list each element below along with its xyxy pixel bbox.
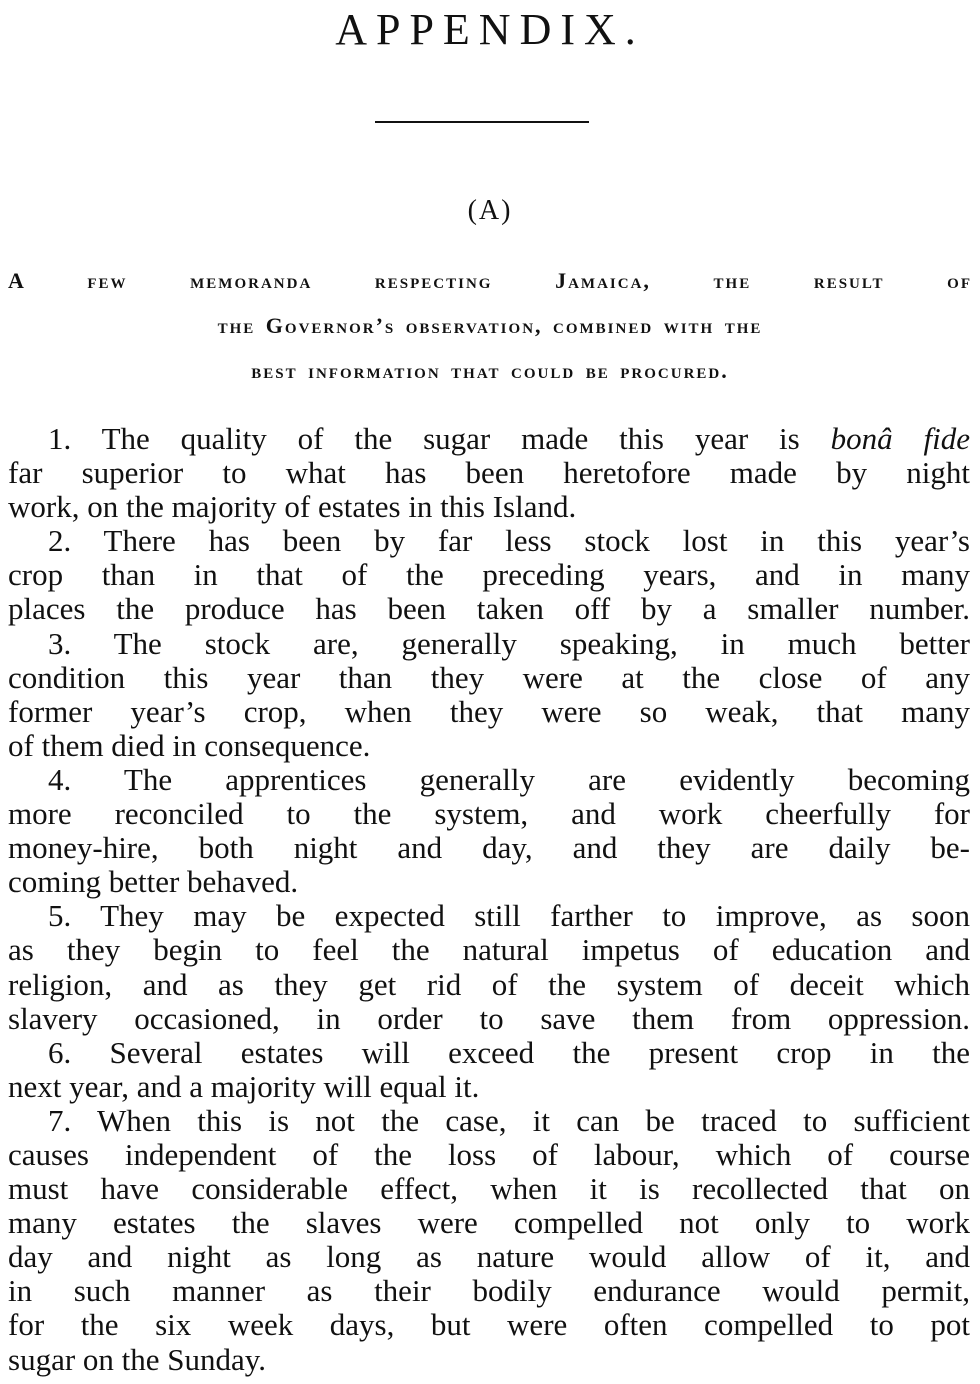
- text-line: far superior to what has been heretofore made by night: [8, 455, 970, 491]
- text-line: next year, and a majority will equal it.: [8, 1068, 480, 1104]
- memorandum-paragraph-4: [8, 763, 970, 899]
- text-line: crop than in that of the preceding years, and in many: [8, 557, 970, 593]
- text-line: money-hire, both night and day, and they are daily be-: [8, 830, 970, 866]
- memorandum-paragraph-3: [8, 627, 970, 763]
- italic-phrase: bonâ fide: [830, 421, 970, 456]
- memorandum-paragraph-7: [8, 1104, 970, 1377]
- text-line: 2. There has been by far less stock lost in this year’s: [48, 523, 970, 559]
- subtitle-line: the Governor’s observation, combined with the: [217, 313, 763, 338]
- text-line: [8, 422, 970, 456]
- text-line: many estates the slaves were compelled not only to work: [8, 1205, 970, 1241]
- section-letter: (A): [467, 195, 513, 226]
- text-line: work, on the majority of estates in this Island.: [8, 489, 577, 525]
- text-line: must have considerable effect, when it is recollected that on: [8, 1171, 970, 1207]
- text-line: religion, and as they get rid of the system of deceit which: [8, 966, 970, 1002]
- text-line: coming better behaved.: [8, 864, 299, 900]
- text-line: more reconciled to the system, and work cheerfully for: [8, 796, 970, 832]
- text-line: places the produce has been taken off by a smaller number.: [8, 591, 970, 627]
- text-run: 1. The quality of the sugar made this year is: [48, 421, 831, 456]
- text-line: 7. When this is not the case, it can be traced to sufficient: [48, 1102, 970, 1138]
- text-line: causes independent of the loss of labour, which of course: [8, 1136, 970, 1172]
- text-line: 4. The apprentices generally are evidently becoming: [48, 761, 970, 797]
- appendix-heading: APPENDIX.: [335, 5, 645, 54]
- text-line: 6. Several estates will exceed the present crop in the: [48, 1034, 970, 1070]
- text-line: 3. The stock are, generally speaking, in much better: [48, 625, 970, 661]
- text-line: for the six week days, but were often compelled to pot: [8, 1307, 970, 1343]
- text-line: 5. They may be expected still farther to improve, as soon: [48, 898, 970, 934]
- text-line: slavery occasioned, in order to save them from oppression.: [8, 1000, 970, 1036]
- text-line: of them died in consequence.: [8, 727, 371, 763]
- text-line: day and night as long as nature would allow of it, and: [8, 1239, 970, 1275]
- heading-rule-divider: [375, 121, 589, 123]
- memorandum-paragraph-1: [8, 422, 970, 524]
- memoranda-body: [8, 422, 970, 1377]
- subtitle-line: A few memoranda respecting Jamaica, the result of: [8, 268, 972, 293]
- memorandum-paragraph-2: [8, 524, 970, 626]
- section-subtitle: [8, 258, 972, 393]
- text-line: former year’s crop, when they were so weak, that many: [8, 693, 970, 729]
- text-line: condition this year than they were at the close of any: [8, 659, 970, 695]
- memorandum-paragraph-5: [8, 899, 970, 1035]
- subtitle-line: best information that could be procured.: [251, 358, 729, 383]
- memorandum-paragraph-6: [8, 1036, 970, 1104]
- text-line: sugar on the Sunday.: [8, 1341, 267, 1377]
- text-line: in such manner as their bodily endurance would permit,: [8, 1273, 970, 1309]
- text-line: as they begin to feel the natural impetus of education and: [8, 932, 970, 968]
